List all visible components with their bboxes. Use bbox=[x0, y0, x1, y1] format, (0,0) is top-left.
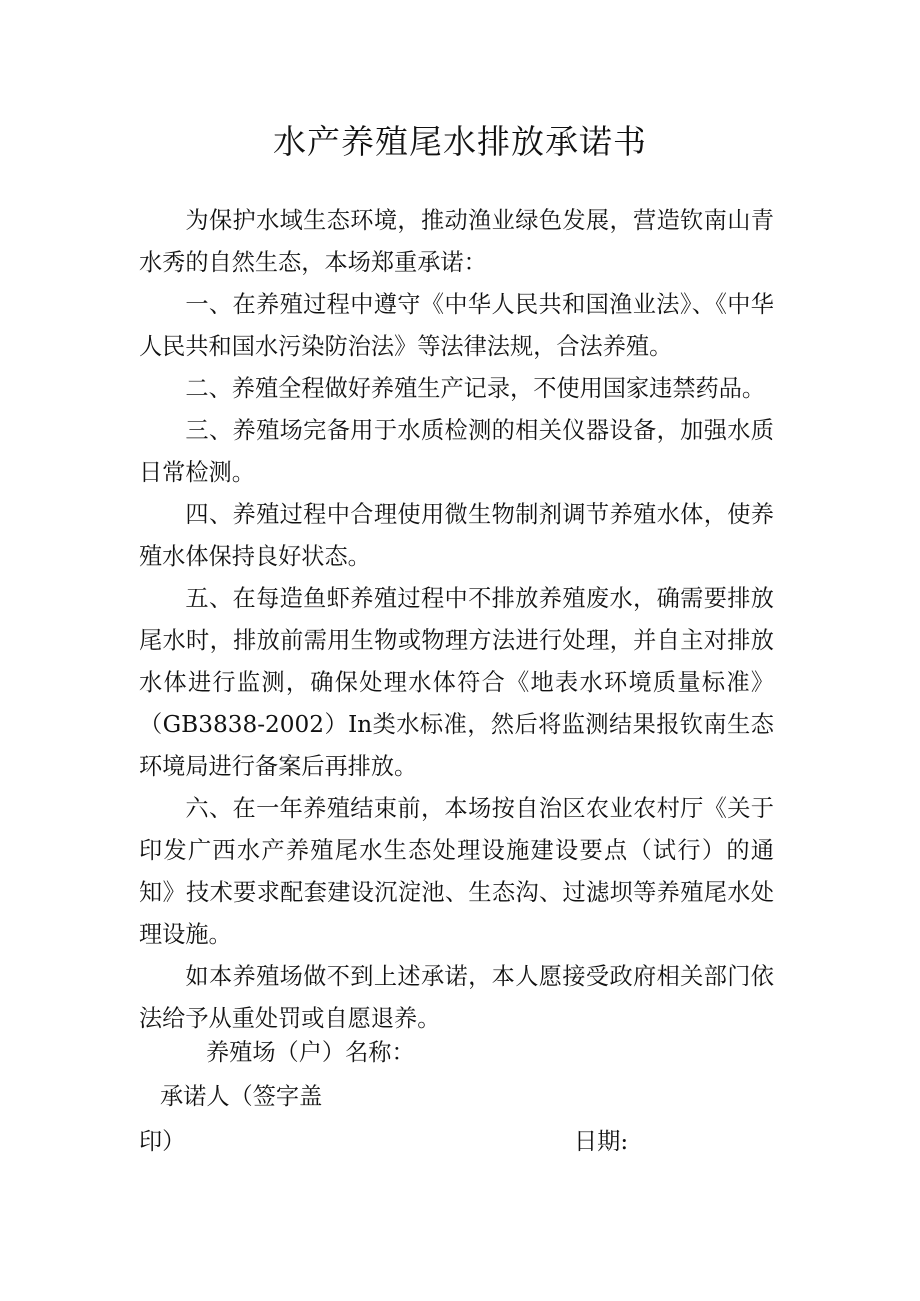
date-label: 日期: bbox=[574, 1128, 629, 1155]
document-title: 水产养殖尾水排放承诺书 bbox=[273, 122, 647, 161]
commitment-item-2: 二、养殖全程做好养殖生产记录，不使用国家违禁药品。 bbox=[185, 375, 766, 402]
commitment-item-3: 三、养殖场完备用于水质检测的相关仪器设备，加强水质日常检测。 bbox=[139, 417, 774, 486]
commitment-item-1: 一、在养殖过程中遵守《中华人民共和国渔业法》、《中华人民共和国水污染防治法》等法律法规，合法养殖。 bbox=[139, 291, 774, 360]
signer-label: 承诺人（签字盖 bbox=[160, 1083, 323, 1110]
intro-paragraph: 为保护水域生态环境，推动渔业绿色发展，营造钦南山青水秀的自然生态，本场郑重承诺： bbox=[139, 207, 774, 276]
commitment-item-4: 四、养殖过程中合理使用微生物制剂调节养殖水体，使养殖水体保持良好状态。 bbox=[139, 501, 774, 570]
closing-paragraph: 如本养殖场做不到上述承诺，本人愿接受政府相关部门依法给予从重处罚或自愿退养。 bbox=[139, 963, 774, 1032]
commitment-item-6: 六、在一年养殖结束前，本场按自治区农业农村厅《关于印发广西水产养殖尾水生态处理设施建设要点（试行）的通知》技术要求配套建设沉淀池、生态沟、过滤坝等养殖尾水处理设施。 bbox=[139, 795, 774, 948]
commitment-item-5: 五、在每造鱼虾养殖过程中不排放养殖废水，确需要排放尾水时，排放前需用生物或物理方法进行处理，并自主对排放水体进行监测，确保处理水体符合《地表水环境质量标准》（GB3838-2002）In类水标准，然后将监测结果报钦南生态环境局进行备案后再排放。 bbox=[139, 585, 774, 780]
signer-label-continued: 印） bbox=[139, 1128, 186, 1155]
document-body bbox=[139, 200, 774, 1040]
farm-name-label: 养殖场（户）名称： bbox=[206, 1039, 415, 1066]
